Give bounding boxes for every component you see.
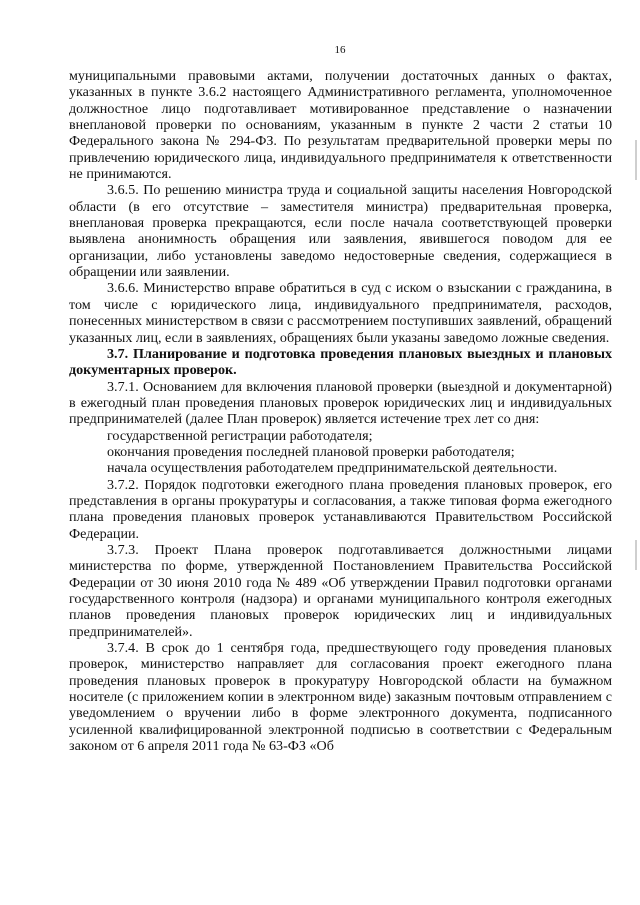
page-number: 16 bbox=[334, 44, 346, 56]
list-item: окончания проведения последней плановой проверки работодателя; bbox=[107, 443, 515, 460]
paragraph-3-6-5: 3.6.5. По решению министра труда и социальной защиты населения Новгородской области (в его отсутствие – заместителя министра) предварительная проверка, внеплановая проверка прекращаются, если после начала соответствующей проверки выявлена анонимность обращения или заявления, явившегося поводом для ее организации, либо установлены заведомо недостоверные сведения, содержащиеся в обращении или заявлении. bbox=[69, 182, 612, 281]
paragraph-3-6-6: 3.6.6. Министерство вправе обратиться в суд с иском о взыскании с гражданина, в том числе с юридического лица, индивидуального предпринимателя, расходов, понесенных министерством в связи с рассмотрением поступивших заявлений, обращений указанных лиц, если в заявлениях, обращениях были указаны заведомо ложные сведения. bbox=[69, 280, 612, 346]
paragraph-3-7-1: 3.7.1. Основанием для включения плановой проверки (выездной и документарной) в ежегодный план проведения плановых проверок юридических лиц и индивидуальных предпринимателей (далее План проверок) является истечение трех лет со дня: bbox=[69, 378, 612, 428]
paragraph-3-7-2: 3.7.2. Порядок подготовки ежегодного плана проведения плановых проверок, его представления в органы прокуратуры и согласования, а также типовая форма ежегодного плана проведения плановых проверок устанавливаются Правительством Российской Федерации. bbox=[69, 476, 612, 542]
paragraph-3-7-4: 3.7.4. В срок до 1 сентября года, предшествующего году проведения плановых проверок, министерство направляет для согласования проект ежегодного плана проведения плановых проверок в прокуратуру Новгородской области на бумажном носителе (с приложением копии в электронном виде) заказным почтовым отправлением с уведомлением о вручении либо в форме электронного документа, подписанного усиленной квалифицированной электронной подписью в соответствии с Федеральным законом от 6 апреля 2011 года № 63-ФЗ «Об bbox=[69, 640, 612, 755]
list-item: государственной регистрации работодателя; bbox=[107, 427, 373, 444]
document-body bbox=[69, 68, 612, 754]
paragraph-continuation: муниципальными правовыми актами, получении достаточных данных о фактах, указанных в пункте 3.6.2 настоящего Административного регламента, уполномоченное должностное лицо подготавливает мотивированное представление о назначении внеплановой проверки по основаниям, указанным в пункте 2 части 2 статьи 10 Федерального закона № 294-ФЗ. По результатам предварительной проверки меры по привлечению юридического лица, индивидуального предпринимателя к ответственности не принимаются. bbox=[69, 68, 612, 183]
scan-edge-mark bbox=[635, 140, 637, 180]
scan-edge-mark bbox=[635, 540, 637, 570]
list-item: начала осуществления работодателем предпринимательской деятельности. bbox=[107, 460, 558, 477]
paragraph-3-7-3: 3.7.3. Проект Плана проверок подготавливается должностными лицами министерства по форме, утвержденной Постановлением Правительства Российской Федерации от 30 июня 2010 года № 489 «Об утверждении Правил подготовки органами государственного контроля (надзора) и органами муниципального контроля ежегодных планов проведения плановых проверок юридических лиц и индивидуальных предпринимателей». bbox=[69, 541, 612, 640]
section-heading-3-7: 3.7. Планирование и подготовка проведения плановых выездных и плановых документарных проверок. bbox=[69, 345, 612, 379]
